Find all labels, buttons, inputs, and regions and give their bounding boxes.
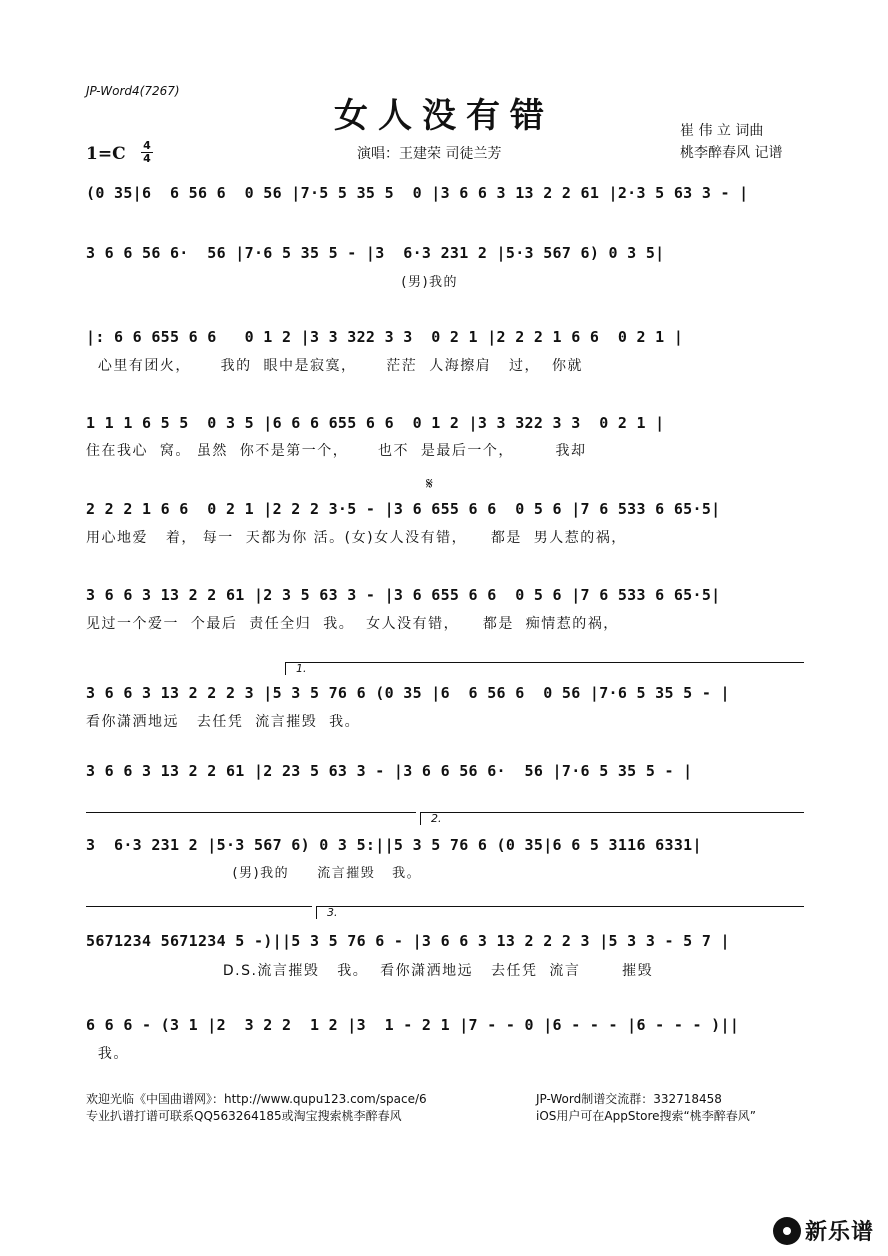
footer-website: 欢迎光临《中国曲谱网》：http://www.qupu123.com/space/6 (86, 1092, 427, 1106)
score-line-4-notes: 1 1 1 6 5 5 0 3 5 |6 6 6 655 6 6 0 1 2 |3 3 322 3 3 0 2 1 | (86, 414, 665, 432)
score-line-2-notes: 3 6 6 56 6· 56 |7·6 5 35 5 - |3 6·3 231 2 |5·3 567 6) 0 3 5| (86, 244, 665, 262)
volta-first-label: 1. (296, 662, 307, 675)
footer-contact: 专业扒谱打谱可联系QQ563264185或淘宝搜索桃李醉春风 (86, 1109, 402, 1123)
logo-text: 新乐谱 (804, 1220, 874, 1245)
footer-group: JP-Word制谱交流群：332718458 (536, 1092, 722, 1106)
score-line-11-lyrics: 我。 (86, 1046, 129, 1062)
score-line-7-notes: 3 6 6 3 13 2 2 2 3 |5 3 5 76 6 (0 35 |6 6 56 6 0 56 |7·6 5 35 5 - | (86, 684, 730, 702)
software-label: JP-Word4(7267) (86, 84, 180, 98)
score-line-8-notes: 3 6 6 3 13 2 2 61 |2 23 5 63 3 - |3 6 6 56 6· 56 |7·6 5 35 5 - | (86, 762, 693, 780)
volta-third-ending (316, 906, 804, 919)
performer-line: 演唱：王建荣 司徒兰芳 (357, 146, 502, 162)
volta-second-line (86, 906, 312, 907)
time-signature-bottom: 4 (143, 152, 151, 165)
score-line-10-lyrics: D.S.流言摧毁 我。 看你潇洒地远 去任凭 流言 摧毁 (86, 963, 654, 979)
score-line-10-notes: 5671234 5671234 5 -)||5 3 5 76 6 - |3 6 6 3 13 2 2 2 3 |5 3 3 - 5 7 | (86, 932, 730, 950)
footer-ios: iOS用户可在AppStore搜索“桃李醉春风” (536, 1109, 756, 1123)
score-line-4-lyrics: 住在我心 窝。 虽然 你不是第一个， 也不 是最后一个， 我却 (86, 443, 587, 459)
score-line-5-lyrics: 用心地爱 着， 每一 天都为你 活。(女)女人没有错， 都是 男人惹的祸， (86, 530, 627, 546)
volta-second-label: 2. (431, 812, 442, 825)
score-line-7-lyrics: 看你潇洒地远 去任凭 流言摧毁 我。 (86, 714, 361, 730)
score-line-11-notes: 6 6 6 - (3 1 |2 3 2 2 1 2 |3 1 - 2 1 |7 - - 0 |6 - - - |6 - - - )|| (86, 1016, 740, 1034)
volta-third-label: 3. (327, 906, 338, 919)
volta-second-ending (420, 812, 804, 825)
volta-first-ending (285, 662, 804, 675)
key-signature: 1=C (86, 144, 126, 164)
song-title: 女人没有错 (334, 96, 554, 136)
time-signature-top: 4 (143, 139, 151, 152)
score-line-5-notes: 2 2 2 1 6 6 0 2 1 |2 2 2 3·5 - |3 6 655 6 6 0 5 6 |7 6 533 6 65·5| (86, 500, 721, 518)
volta-first-line (86, 812, 416, 813)
credit-transcriber: 桃李醉春风 记谱 (680, 145, 783, 161)
score-line-2-lyrics: (男)我的 (86, 275, 459, 290)
segno-sign: 𝄋 (426, 474, 433, 493)
score-line-3-notes: |: 6 6 655 6 6 0 1 2 |3 3 322 3 3 0 2 1 |2 2 2 1 6 6 0 2 1 | (86, 328, 684, 346)
score-line-6-notes: 3 6 6 3 13 2 2 61 |2 3 5 63 3 - |3 6 655 6 6 0 5 6 |7 6 533 6 65·5| (86, 586, 721, 604)
score-line-9-notes: 3 6·3 231 2 |5·3 567 6) 0 3 5:||5 3 5 76 6 (0 35|6 6 5 3116 6331| (86, 836, 702, 854)
score-line-1-notes: (0 35|6 6 56 6 0 56 |7·5 5 35 5 0 |3 6 6 3 13 2 2 61 |2·3 5 63 3 - | (86, 184, 749, 202)
score-line-6-lyrics: 见过一个爱一 个最后 责任全归 我。 女人没有错， 都是 痴情惹的祸， (86, 616, 619, 632)
record-disc-icon (773, 1217, 801, 1245)
score-line-9-lyrics: (男)我的 流言摧毁 我。 (86, 866, 422, 881)
credit-lyrics-music: 崔 伟 立 词曲 (680, 123, 764, 139)
score-line-3-lyrics: 心里有团火， 我的 眼中是寂寞， 茫茫 人海擦肩 过， 你就 (86, 358, 583, 374)
site-logo (773, 1215, 874, 1246)
time-signature (140, 140, 154, 165)
